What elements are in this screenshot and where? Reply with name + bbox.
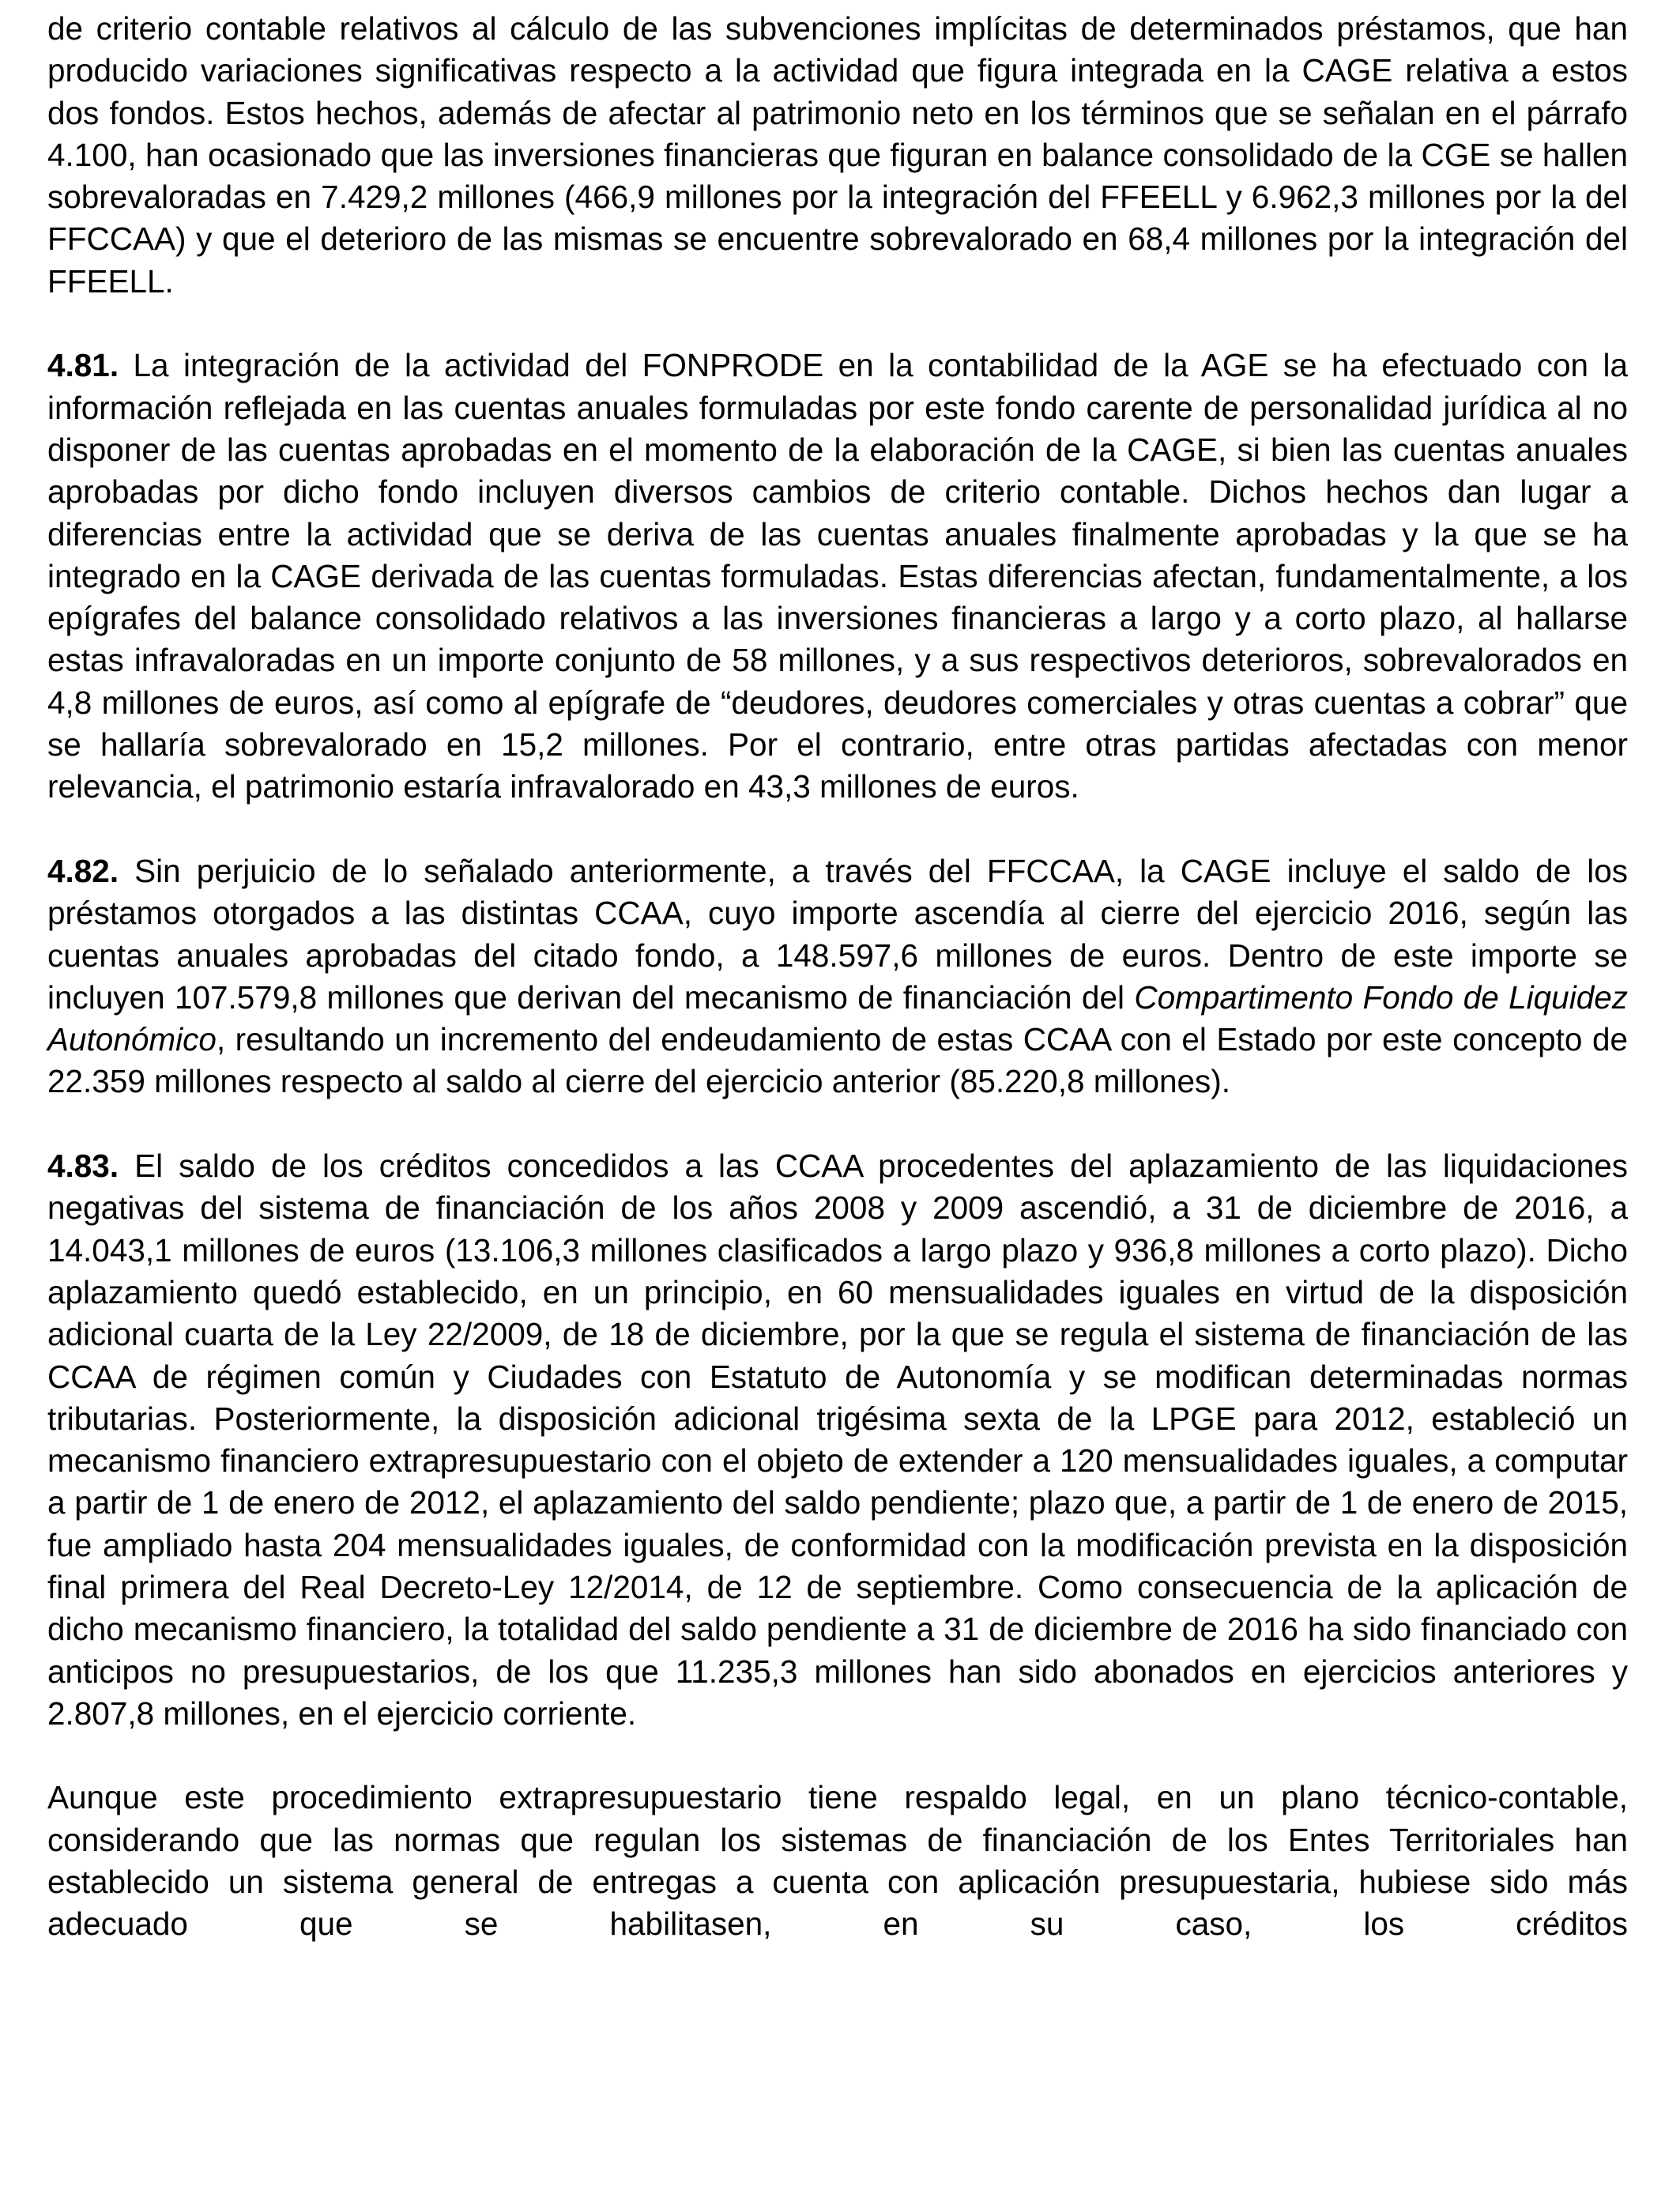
italic-fund-name: Compartimento Fondo de Liquidez Autonómico — [47, 978, 1629, 1058]
paragraph-number: 4.82. — [47, 852, 119, 889]
paragraph-final — [47, 1777, 1628, 1945]
paragraph-text: de criterio contable relativos al cálculo de las subvenciones implícitas de determinados préstamos, que han producido variaciones significativas respecto a la actividad que figura integrada en la CAGE relativa a estos dos fondos. Estos hechos, además de afectar al patrimonio neto en los términos que se señalan en el párrafo 4.100, han ocasionado que las inversiones financieras que figuran en balance consolidado de la CGE se hallen sobrevaloradas en 7.429,2 millones (466,9 millones por la integración del FFEELL y 6.962,3 millones por la del FFCCAA) y que el deterioro de las mismas se encuentre sobrevalorado en 68,4 millones por la integración del FFEELL. — [47, 10, 1628, 300]
paragraph-text: El saldo de los créditos concedidos a las CCAA procedentes del aplazamiento de las liquidaciones negativas del sistema de financiación de los años 2008 y 2009 ascendió, a 31 de diciembre de 2016, a 14.043,1 millones de euros (13.106,3 millones clasificados a largo plazo y 936,8 millones a corto plazo). Dicho aplazamiento quedó establecido, en un principio, en 60 mensualidades iguales en virtud de la disposición adicional cuarta de la Ley 22/2009, de 18 de diciembre, por la que se regula el sistema de financiación de las CCAA de régimen común y Ciudades con Estatuto de Autonomía y se modifican determinadas normas tributarias. Posteriormente, la disposición adicional trigésima sexta de la LPGE para 2012, estableció un mecanismo financiero extrapresupuestario con el objeto de extender a 120 mensualidades iguales, a computar a partir de 1 de enero de 2012, el aplazamiento del saldo pendiente; plazo que, a partir de 1 de enero de 2015, fue ampliado hasta 204 mensualidades iguales, de conformidad con la modificación prevista en la disposición final primera del Real Decreto-Ley 12/2014, de 12 de septiembre. Como consecuencia de la aplicación de dicho mecanismo financiero, la totalidad del saldo pendiente a 31 de diciembre de 2016 ha sido financiado con anticipos no presupuestarios, de los que 11.235,3 millones han sido abonados en ejercicios anteriores y 2.807,8 millones, en el ejercicio corriente. — [47, 1148, 1628, 1732]
paragraph-4-82 — [47, 850, 1628, 1103]
paragraph-text: , resultando un incremento del endeudamiento de estas CCAA con el Estado por este concepto de 22.359 millones respecto al saldo al cierre del ejercicio anterior (85.220,8 millones). — [47, 1021, 1628, 1100]
paragraph-number: 4.81. — [47, 347, 119, 384]
paragraph-text: Aunque este procedimiento extrapresupuestario tiene respaldo legal, en un plano técnico-contable, considerando que las normas que regulan los sistemas de financiación de los Entes Territoriales han establecido un sistema general de entregas a cuenta con aplicación presupuestaria, hubiese sido más adecuado que se habilitasen, en su caso, los créditos — [47, 1779, 1628, 1943]
paragraph-4-81 — [47, 345, 1628, 808]
paragraph-4-83 — [47, 1145, 1628, 1735]
paragraph-continuation — [47, 8, 1628, 303]
document-page — [47, 8, 1628, 1946]
paragraph-number: 4.83. — [47, 1148, 119, 1185]
paragraph-text: Sin perjuicio de lo señalado anteriormente, a través del FFCCAA, la CAGE incluye el saldo de los préstamos otorgados a las distintas CCAA, cuyo importe ascendía al cierre del ejercicio 2016, según las cuentas anuales aprobadas del citado fondo, a 148.597,6 millones de euros. Dentro de este importe se incluyen 107.579,8 millones que derivan del mecanismo de financiación del — [47, 852, 1628, 1016]
paragraph-text: La integración de la actividad del FONPRODE en la contabilidad de la AGE se ha efectuado con la información reflejada en las cuentas anuales formuladas por este fondo carente de personalidad jurídica al no disponer de las cuentas aprobadas en el momento de la elaboración de la CAGE, si bien las cuentas anuales aprobadas por dicho fondo incluyen diversos cambios de criterio contable. Dichos hechos dan lugar a diferencias entre la actividad que se deriva de las cuentas anuales finalmente aprobadas y la que se ha integrado en la CAGE derivada de las cuentas formuladas. Estas diferencias afectan, fundamentalmente, a los epígrafes del balance consolidado relativos a las inversiones financieras a largo y a corto plazo, al hallarse estas infravaloradas en un importe conjunto de 58 millones, y a sus respectivos deterioros, sobrevalorados en 4,8 millones de euros, así como al epígrafe de “deudores, deudores comerciales y otras cuentas a cobrar” que se hallaría sobrevalorado en 15,2 millones. Por el contrario, entre otras partidas afectadas con menor relevancia, el patrimonio estaría infravalorado en 43,3 millones de euros. — [47, 347, 1628, 805]
